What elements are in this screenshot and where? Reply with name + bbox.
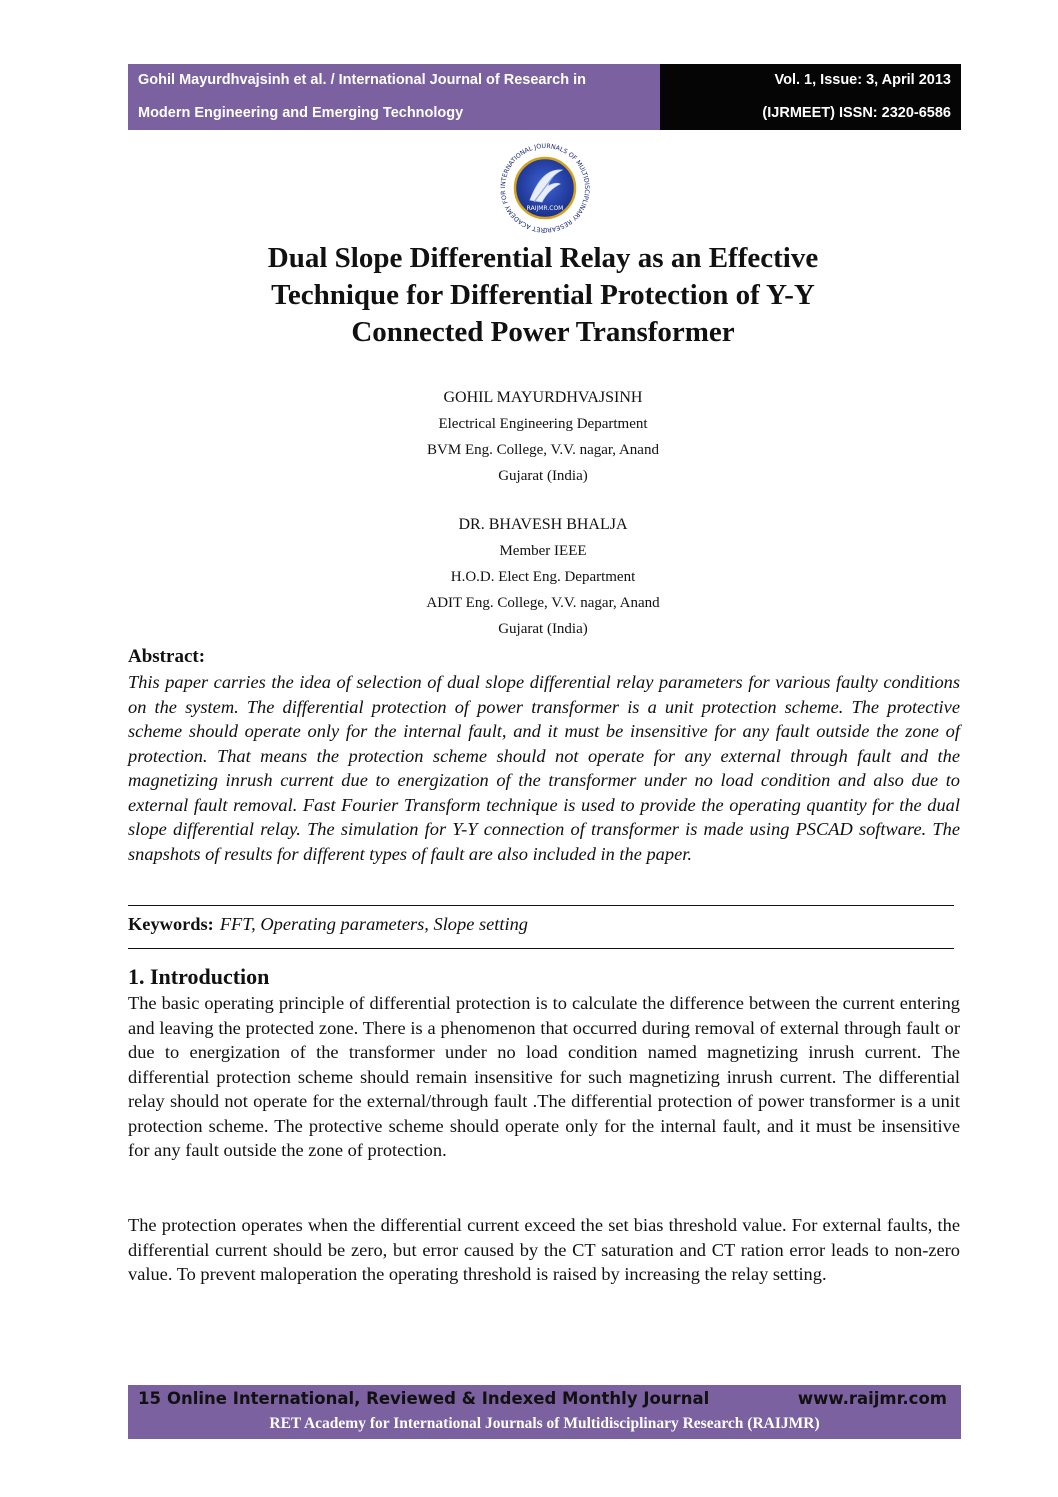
author-name: DR. BHAVESH BHALJA <box>458 516 628 533</box>
author-block <box>300 512 786 642</box>
title-line: Connected Power Transformer <box>351 316 735 348</box>
footer-publisher: RET Academy for International Journals of Multidisciplinary Research (RAIJMR) <box>269 1415 820 1432</box>
author-affiliation-line: BVM Eng. College, V.V. nagar, Anand <box>427 442 659 458</box>
header-issn: (IJRMEET) ISSN: 2320-6586 <box>762 105 951 121</box>
abstract-body: This paper carries the idea of selection of dual slope differential relay parameters for various faulty conditions on the system. The differential protection of power transformer is a unit protection scheme. The protective scheme should operate only for the internal fault, and it must be insensitive for any fault outside the zone of protection. That means the protection scheme should not operate for any external through fault and the magnetizing inrush current due to energization of the transformer under no load condition and also due to external fault removal. Fast Fourier Transform technique is used to provide the operating quantity for the dual slope differential relay. The simulation for Y-Y connection of transformer is made using PSCAD software. The snapshots of results for different types of fault are also included in the paper. <box>128 672 960 864</box>
author-affiliation-line: Gujarat (India) <box>498 621 588 637</box>
page-number: 15 <box>138 1389 161 1408</box>
footer-journal-line <box>138 1389 709 1408</box>
keywords-label: Keywords: <box>128 914 214 934</box>
divider <box>128 905 954 906</box>
author-affiliation-line: H.O.D. Elect Eng. Department <box>450 569 636 585</box>
svg-text:RET ACADEMY FOR INTERNATIONAL: RET ACADEMY FOR INTERNATIONAL JOURNALS OF MULTIDISCIPLINARY RESEARC <box>500 142 591 234</box>
header-citation <box>128 64 660 130</box>
body-paragraph: The basic operating principle of differential protection is to calculate the difference between the current entering and leaving the protected zone. There is a phenomenon that occurred during removal of external through fault or due to energization of the transformer under no load condition named magnetizing inrush current. The differential protection scheme should remain insensitive for such magnetizing inrush current. The differential relay should not operate for the external/through fault .The differential protection of power transformer is a unit protection scheme. The protective scheme should operate only for the internal fault, and it must be insensitive for any fault outside the zone of protection. <box>128 993 960 1160</box>
title-line: Dual Slope Differential Relay as an Effective <box>267 242 819 274</box>
svg-text:RAIJMR.COM: RAIJMR.COM <box>526 205 564 212</box>
abstract-heading: Abstract: <box>128 646 206 667</box>
page-footer <box>128 1385 961 1439</box>
author-affiliation-line: Member IEEE <box>499 543 587 559</box>
footer-url: www.raijmr.com <box>797 1389 947 1408</box>
footer-journal-text: Online International, Reviewed & Indexed Monthly Journal <box>166 1389 710 1408</box>
header-issue-info <box>660 64 961 130</box>
author-block <box>300 385 786 489</box>
header-volume-issue: Vol. 1, Issue: 3, April 2013 <box>774 72 951 88</box>
body-paragraph: The protection operates when the differential current exceed the set bias threshold value. For external faults, the differential current should be zero, but error caused by the CT saturation and CT ration error leads to non-zero value. To prevent maloperation the operating threshold is raised by increasing the relay setting. <box>128 1215 960 1284</box>
raijmr-seal-icon <box>490 140 600 240</box>
divider <box>128 948 954 949</box>
keywords-value: FFT, Operating parameters, Slope setting <box>219 914 528 934</box>
header-citation-line1: Gohil Mayurdhvajsinh et al. / International Journal of Research in <box>138 72 586 88</box>
author-affiliation-line: Electrical Engineering Department <box>438 416 648 432</box>
author-affiliation-line: ADIT Eng. College, V.V. nagar, Anand <box>426 595 660 611</box>
title-line: Technique for Differential Protection of Y-Y <box>271 279 815 311</box>
header-citation-line2: Modern Engineering and Emerging Technology <box>138 105 464 121</box>
author-name: GOHIL MAYURDHVAJSINH <box>443 389 643 406</box>
section-heading: 1. Introduction <box>128 964 270 989</box>
page-header <box>128 64 961 130</box>
paper-title <box>180 240 906 351</box>
keywords <box>128 914 528 935</box>
author-affiliation-line: Gujarat (India) <box>498 468 588 484</box>
